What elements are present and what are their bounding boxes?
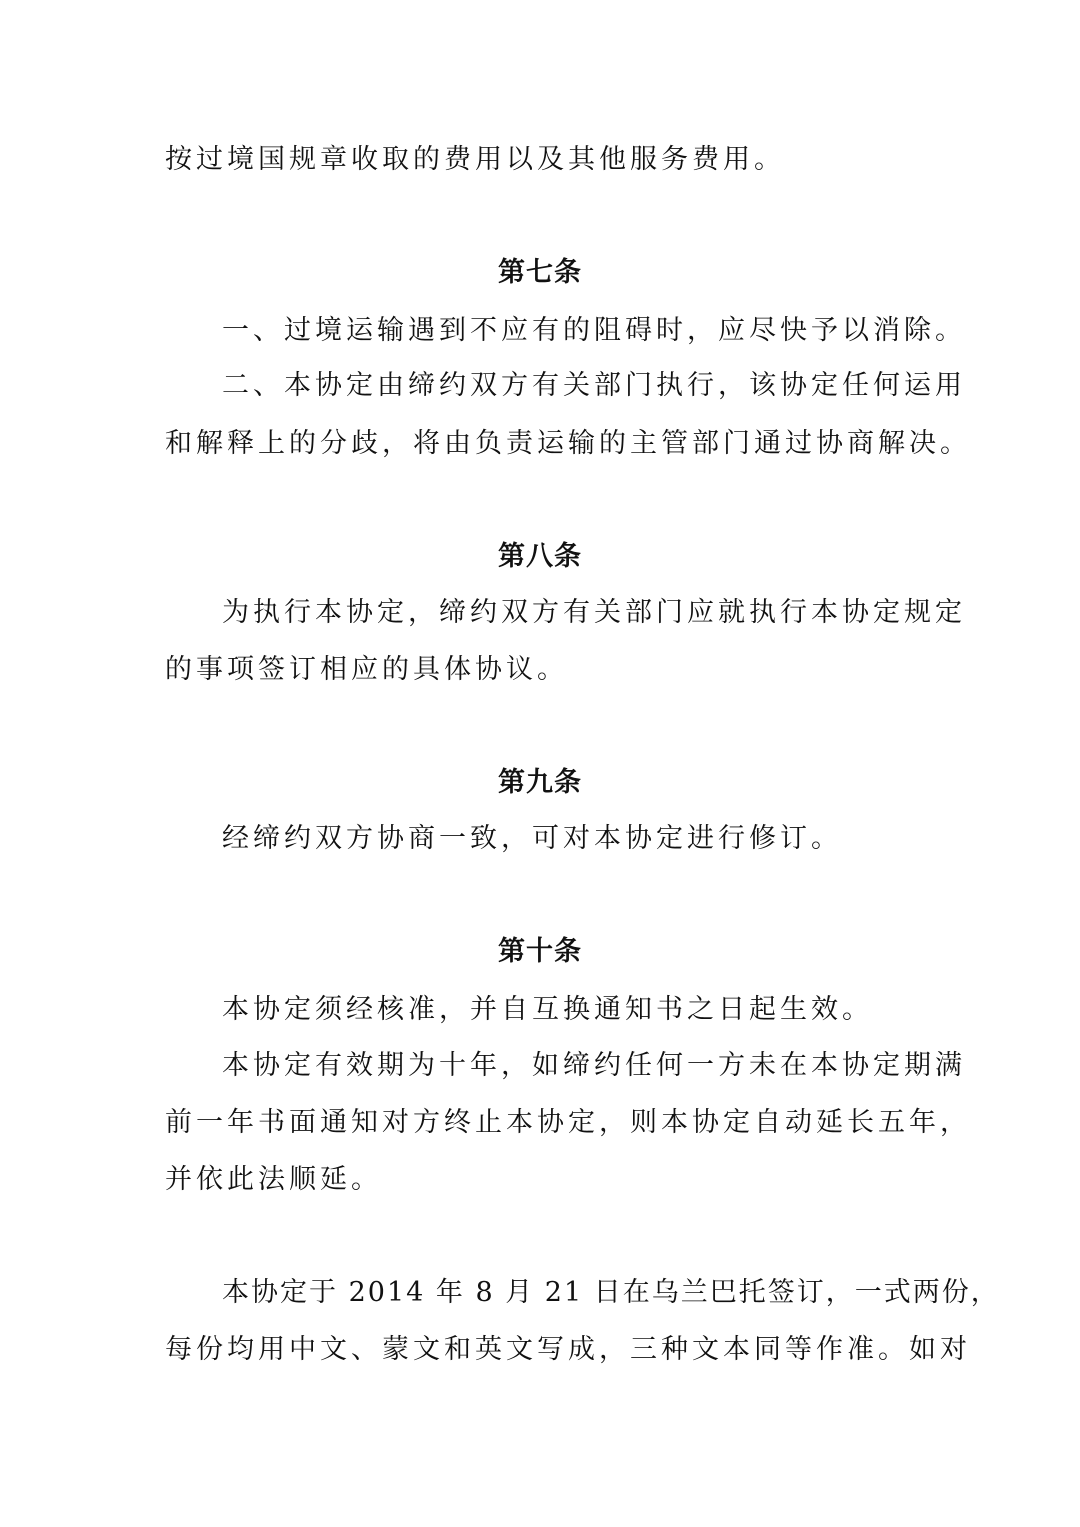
paragraph-line: 前一年书面通知对方终止本协定，则本协定自动延长五年， <box>165 1107 971 1138</box>
paragraph-line: 经缔约双方协商一致，可对本协定进行修订。 <box>222 823 842 854</box>
paragraph-line: 本协定须经核准，并自互换通知书之日起生效。 <box>222 994 873 1025</box>
paragraph-line: 一、过境运输遇到不应有的阻碍时，应尽快予以消除。 <box>222 315 966 346</box>
closing-line: 本协定于 2014 年 8 月 21 日在乌兰巴托签订，一式两份， <box>222 1277 1000 1308</box>
article-7-heading: 第七条 <box>498 257 582 288</box>
paragraph-line: 本协定有效期为十年，如缔约任何一方未在本协定期满 <box>222 1050 966 1081</box>
article-8-heading: 第八条 <box>498 541 582 572</box>
paragraph-line: 并依此法顺延。 <box>165 1164 382 1195</box>
paragraph-line: 按过境国规章收取的费用以及其他服务费用。 <box>165 144 785 175</box>
closing-line: 每份均用中文、蒙文和英文写成，三种文本同等作准。如对 <box>165 1334 971 1365</box>
paragraph-line: 二、本协定由缔约双方有关部门执行，该协定任何运用 <box>222 370 966 401</box>
paragraph-line: 的事项签订相应的具体协议。 <box>165 654 568 685</box>
article-9-heading: 第九条 <box>498 767 582 798</box>
paragraph-line: 为执行本协定，缔约双方有关部门应就执行本协定规定 <box>222 597 966 628</box>
paragraph-line: 和解释上的分歧，将由负责运输的主管部门通过协商解决。 <box>165 428 971 459</box>
article-10-heading: 第十条 <box>498 936 582 967</box>
